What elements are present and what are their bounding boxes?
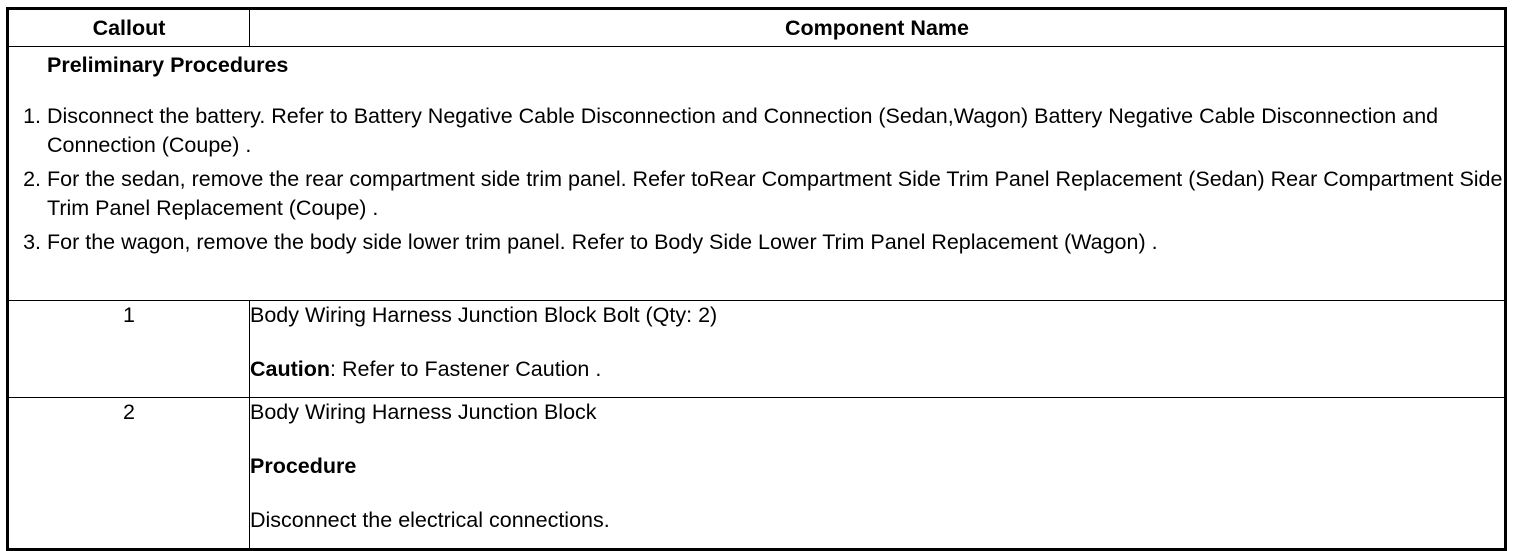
- callout-header: Callout: [8, 9, 250, 47]
- caution-separator: :: [330, 357, 337, 381]
- component-name: Body Wiring Harness Junction Block: [250, 400, 597, 424]
- preliminary-steps-list: [9, 102, 1504, 257]
- caution-text: Refer to Fastener Caution .: [336, 357, 602, 381]
- preliminary-procedures-title: Preliminary Procedures: [47, 53, 289, 77]
- preliminary-procedures-cell: [8, 47, 1506, 301]
- preliminary-step-2: 2. For the sedan, remove the rear compartment side trim panel. Refer toRear Compartment Side Trim Panel Replacement (Sedan) Rear Compartment Side Trim Panel Replacement (Coupe) .: [47, 165, 1504, 223]
- header-row: [8, 9, 1506, 47]
- preliminary-row: [8, 47, 1506, 301]
- procedure-table: [6, 7, 1507, 551]
- table-row: [8, 301, 1506, 398]
- component-name-header: Component Name: [250, 9, 1506, 47]
- procedure-text: Disconnect the electrical connections.: [250, 508, 610, 532]
- table-row: [8, 398, 1506, 550]
- component-name: Body Wiring Harness Junction Block Bolt (Qty: 2): [250, 303, 718, 327]
- component-cell: [250, 398, 1506, 550]
- preliminary-step-3: 3. For the wagon, remove the body side lower trim panel. Refer to Body Side Lower Trim Panel Replacement (Wagon) .: [47, 228, 1504, 257]
- preliminary-step-1: 1. Disconnect the battery. Refer to Battery Negative Cable Disconnection and Connection (Sedan,Wagon) Battery Negative Cable Disconnection and Connection (Coupe) .: [47, 102, 1504, 160]
- caution-note: [250, 355, 1504, 384]
- procedure-label: Procedure: [250, 454, 357, 478]
- caution-label: Caution: [250, 357, 331, 381]
- callout-number: 2: [8, 398, 250, 550]
- callout-number: 1: [8, 301, 250, 398]
- component-cell: [250, 301, 1506, 398]
